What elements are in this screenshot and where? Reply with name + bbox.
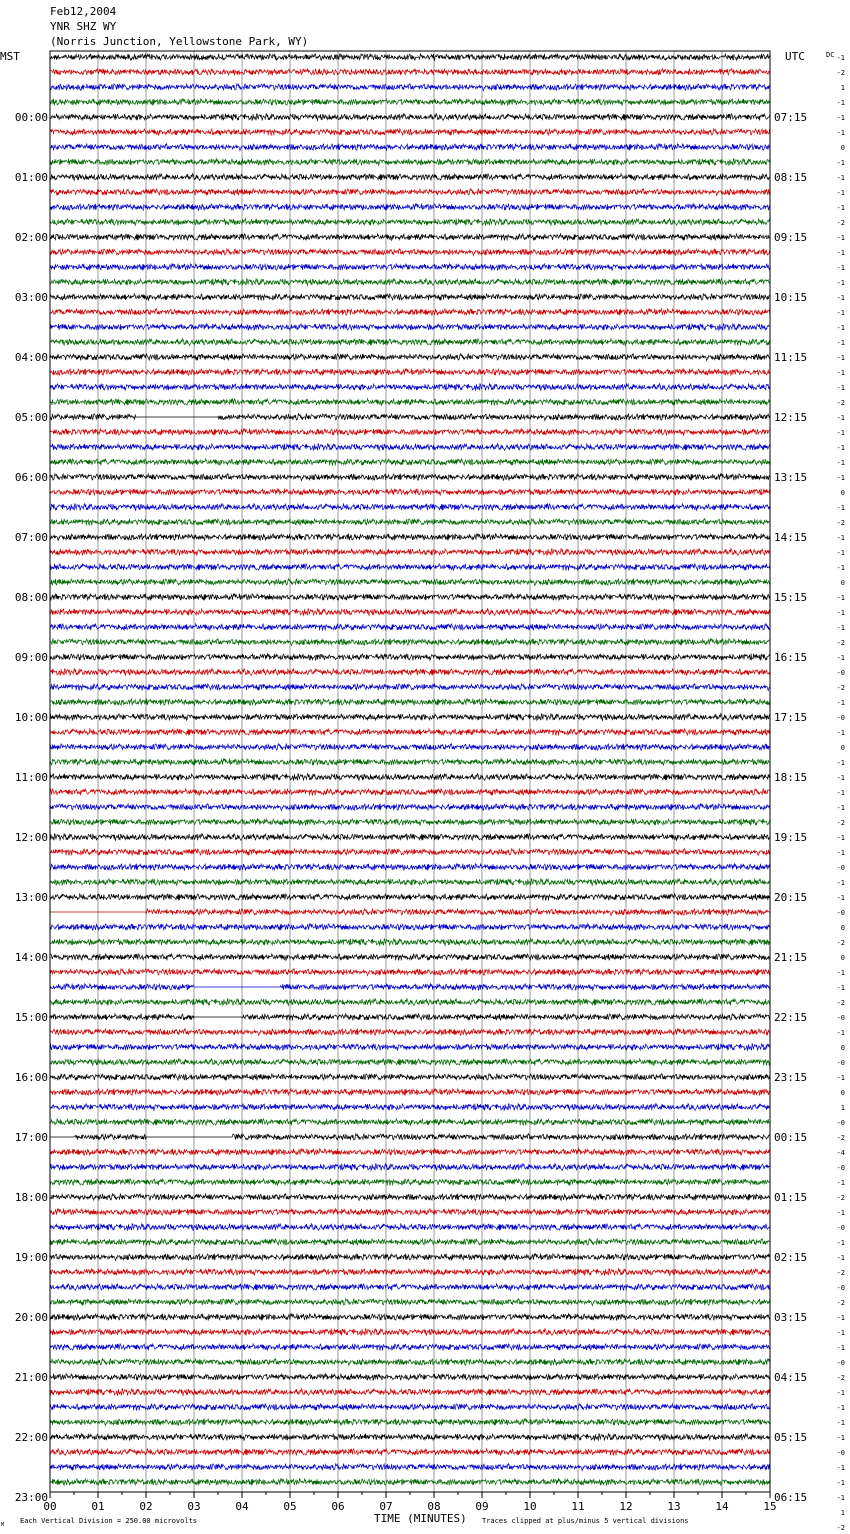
trace-line — [50, 1329, 770, 1336]
trace-line — [50, 1164, 770, 1171]
trace-line — [50, 1209, 770, 1216]
dc-offset-label: -2 — [836, 819, 845, 827]
trace-line — [50, 804, 770, 811]
dc-offset-label: -1 — [836, 159, 845, 167]
trace-line — [50, 1119, 770, 1126]
dc-offset-label: -1 — [836, 729, 845, 737]
utc-hour-label: 15:15 — [774, 591, 808, 604]
dc-offset-label: -1 — [836, 1404, 845, 1412]
dc-label: DC — [826, 51, 835, 59]
x-tick-label: 09 — [475, 1500, 489, 1513]
dc-offset-label: -1 — [836, 1434, 845, 1442]
dc-offset-label: -1 — [836, 549, 845, 557]
dc-offset-label: -2 — [836, 1299, 845, 1307]
x-tick-label: 01 — [91, 1500, 105, 1513]
trace-line — [50, 1194, 770, 1201]
utc-hour-label: 00:15 — [774, 1131, 808, 1144]
trace-line — [50, 1014, 770, 1021]
dc-offset-labels — [837, 54, 845, 1534]
dc-offset-label: 1 — [840, 1509, 845, 1517]
utc-hour-label: 06:15 — [774, 1491, 808, 1504]
dc-offset-label: -1 — [836, 594, 845, 602]
dc-offset-label: -2 — [836, 1194, 845, 1202]
dc-offset-label: -1 — [836, 1479, 845, 1487]
utc-hour-label: 07:15 — [774, 111, 808, 124]
trace-line — [50, 1149, 770, 1156]
x-tick-label: 03 — [187, 1500, 201, 1513]
dc-offset-label: -1 — [836, 189, 845, 197]
dc-offset-label: -1 — [836, 1344, 845, 1352]
trace-line — [50, 504, 770, 511]
trace-line — [50, 444, 770, 451]
mst-hour-label: 22:00 — [14, 1431, 48, 1444]
trace-line — [50, 144, 770, 151]
dc-offset-label: -1 — [836, 699, 845, 707]
dc-offset-label: -1 — [836, 309, 845, 317]
dc-offset-label: -0 — [836, 1119, 845, 1127]
dc-offset-label: 0 — [840, 144, 845, 152]
dc-offset-label: 0 — [840, 954, 845, 962]
dc-offset-label: -1 — [836, 804, 845, 812]
trace-line — [50, 1374, 770, 1381]
utc-hour-label: 13:15 — [774, 471, 808, 484]
dc-offset-label: -1 — [836, 1329, 845, 1337]
mst-hour-label: 09:00 — [14, 651, 48, 664]
dc-offset-label: -2 — [836, 939, 845, 947]
dc-offset-label: 0 — [840, 489, 845, 497]
trace-line — [50, 1404, 770, 1411]
plot-frame — [50, 51, 770, 1492]
trace-line — [50, 939, 770, 946]
trace-line — [50, 1104, 770, 1111]
x-tick-label: 11 — [571, 1500, 585, 1513]
trace-line — [50, 1284, 770, 1291]
trace-line — [50, 69, 770, 76]
utc-hour-label: 03:15 — [774, 1311, 808, 1324]
dc-offset-label: -1 — [836, 834, 845, 842]
trace-line — [50, 219, 770, 226]
trace-line — [50, 309, 770, 316]
dc-offset-label: -1 — [836, 234, 845, 242]
trace-line — [50, 1359, 770, 1366]
x-tick-label: 02 — [139, 1500, 153, 1513]
clip-note: Traces clipped at plus/minus 5 vertical divisions — [482, 1517, 689, 1525]
trace-line — [50, 249, 770, 256]
mst-hour-label: 18:00 — [14, 1191, 48, 1204]
mst-hour-label: 01:00 — [14, 171, 48, 184]
x-tick-label: 05 — [283, 1500, 297, 1513]
station-label: YNR SHZ WY — [50, 20, 117, 33]
trace-line — [50, 1434, 770, 1441]
x-tick-label: 06 — [331, 1500, 345, 1513]
utc-hour-label: 18:15 — [774, 771, 808, 784]
dc-offset-label: -1 — [836, 414, 845, 422]
dc-offset-label: -1 — [836, 1029, 845, 1037]
dc-offset-label: -1 — [836, 1419, 845, 1427]
trace-line — [50, 1239, 770, 1246]
scale-note: Each Vertical Division = 250.00 microvolts — [20, 1517, 198, 1525]
dc-offset-label: -2 — [836, 519, 845, 527]
dc-offset-label: -1 — [836, 1494, 845, 1502]
dc-offset-label: -1 — [836, 984, 845, 992]
x-tick-label: 04 — [235, 1500, 249, 1513]
trace-line — [50, 1269, 770, 1276]
mst-label: MST — [0, 50, 20, 63]
dc-offset-label: -0 — [836, 1164, 845, 1172]
dc-offset-label: -1 — [836, 369, 845, 377]
trace-line — [50, 1299, 770, 1306]
mst-hour-label: 04:00 — [14, 351, 48, 364]
dc-offset-label: -0 — [836, 1224, 845, 1232]
corner-mark: M — [1, 1522, 5, 1528]
seismic-traces — [50, 54, 770, 1486]
dc-offset-label: -1 — [836, 654, 845, 662]
trace-line — [50, 564, 770, 571]
dc-offset-label: -1 — [836, 459, 845, 467]
trace-line — [50, 684, 770, 691]
dc-offset-label: -1 — [836, 474, 845, 482]
dc-offset-label: -1 — [836, 99, 845, 107]
utc-hour-label: 14:15 — [774, 531, 808, 544]
dc-offset-label: -1 — [836, 324, 845, 332]
trace-line — [50, 654, 770, 661]
dc-offset-label: -1 — [836, 609, 845, 617]
dc-offset-label: -1 — [836, 1239, 845, 1247]
trace-line — [50, 1464, 770, 1471]
dc-offset-label: -1 — [836, 1389, 845, 1397]
trace-line — [50, 99, 770, 106]
trace-line — [50, 819, 770, 826]
utc-hour-label: 11:15 — [774, 351, 808, 364]
trace-line — [50, 954, 770, 961]
dc-offset-label: -2 — [836, 1524, 845, 1532]
dc-offset-label: -1 — [836, 249, 845, 257]
mst-hour-label: 11:00 — [14, 771, 48, 784]
trace-line — [50, 1419, 770, 1426]
trace-line — [50, 279, 770, 286]
utc-hour-label: 08:15 — [774, 171, 808, 184]
trace-line — [50, 834, 770, 841]
trace-line — [50, 459, 770, 466]
trace-line — [50, 1224, 770, 1231]
trace-line — [50, 744, 770, 751]
utc-hour-label: 21:15 — [774, 951, 808, 964]
mst-hour-label: 05:00 — [14, 411, 48, 424]
location-label: (Norris Junction, Yellowstone Park, WY) — [50, 35, 309, 48]
trace-line — [50, 774, 770, 781]
trace-line — [50, 1089, 770, 1096]
trace-line — [50, 549, 770, 556]
dc-offset-label: -0 — [836, 1014, 845, 1022]
dc-offset-label: -1 — [836, 624, 845, 632]
dc-offset-label: 0 — [840, 1089, 845, 1097]
trace-line — [50, 849, 770, 856]
dc-offset-label: -1 — [836, 894, 845, 902]
mst-hour-label: 00:00 — [14, 111, 48, 124]
trace-line — [50, 969, 770, 976]
mst-hour-label: 23:00 — [14, 1491, 48, 1504]
mst-hour-label: 15:00 — [14, 1011, 48, 1024]
dc-offset-label: -1 — [836, 264, 845, 272]
trace-line — [50, 639, 770, 646]
dc-offset-label: -1 — [836, 384, 845, 392]
trace-line — [50, 1179, 770, 1186]
dc-offset-label: -2 — [836, 69, 845, 77]
mst-hour-label: 03:00 — [14, 291, 48, 304]
utc-hour-label: 05:15 — [774, 1431, 808, 1444]
dc-offset-label: 1 — [840, 1104, 845, 1112]
trace-line — [50, 534, 770, 541]
dc-offset-label: -1 — [836, 129, 845, 137]
trace-line — [50, 429, 770, 436]
x-tick-label: 14 — [715, 1500, 729, 1513]
trace-line — [50, 879, 770, 886]
mst-hour-label: 19:00 — [14, 1251, 48, 1264]
mst-hour-label: 21:00 — [14, 1371, 48, 1384]
dc-offset-label: -1 — [836, 879, 845, 887]
trace-line — [50, 1344, 770, 1351]
utc-hour-label: 02:15 — [774, 1251, 808, 1264]
dc-offset-label: -1 — [836, 279, 845, 287]
utc-hour-label: 12:15 — [774, 411, 808, 424]
trace-line — [50, 984, 770, 991]
dc-offset-label: 0 — [840, 1044, 845, 1052]
utc-hour-label: 09:15 — [774, 231, 808, 244]
trace-line — [50, 1044, 770, 1051]
trace-line — [50, 714, 770, 721]
utc-hour-label: 04:15 — [774, 1371, 808, 1384]
dc-offset-label: -2 — [836, 219, 845, 227]
mst-hour-label: 13:00 — [14, 891, 48, 904]
dc-offset-label: -1 — [836, 564, 845, 572]
trace-line — [50, 789, 770, 796]
trace-line — [50, 594, 770, 601]
x-tick-label: 15 — [763, 1500, 777, 1513]
trace-line — [50, 729, 770, 736]
trace-line — [50, 909, 770, 916]
trace-line — [50, 864, 770, 871]
dc-offset-label: -2 — [836, 684, 845, 692]
mst-hour-label: 10:00 — [14, 711, 48, 724]
dc-offset-label: -1 — [836, 1314, 845, 1322]
dc-offset-label: -1 — [836, 1254, 845, 1262]
trace-line — [50, 1134, 770, 1141]
trace-line — [50, 699, 770, 706]
dc-offset-label: -1 — [836, 114, 845, 122]
utc-hour-label: 17:15 — [774, 711, 808, 724]
trace-line — [50, 354, 770, 361]
trace-line — [50, 1074, 770, 1081]
trace-line — [50, 114, 770, 121]
trace-line — [50, 399, 770, 406]
mst-hour-label: 07:00 — [14, 531, 48, 544]
utc-hour-label: 16:15 — [774, 651, 808, 664]
dc-offset-label: 0 — [840, 744, 845, 752]
trace-line — [50, 159, 770, 166]
trace-line — [50, 294, 770, 301]
dc-offset-label: -0 — [836, 1284, 845, 1292]
trace-line — [50, 324, 770, 331]
trace-line — [50, 1479, 770, 1486]
trace-line — [50, 999, 770, 1006]
trace-line — [50, 924, 770, 931]
dc-offset-label: -2 — [836, 639, 845, 647]
trace-line — [50, 54, 770, 61]
dc-offset-label: -1 — [836, 339, 845, 347]
dc-offset-label: -1 — [836, 294, 845, 302]
dc-offset-label: -1 — [836, 174, 845, 182]
dc-offset-label: -0 — [836, 1359, 845, 1367]
mst-hour-label: 06:00 — [14, 471, 48, 484]
dc-offset-label: -0 — [836, 1059, 845, 1067]
mst-hour-label: 16:00 — [14, 1071, 48, 1084]
utc-hour-label: 10:15 — [774, 291, 808, 304]
mst-hour-label: 20:00 — [14, 1311, 48, 1324]
dc-offset-label: -1 — [836, 534, 845, 542]
utc-hour-label: 23:15 — [774, 1071, 808, 1084]
dc-offset-label: -2 — [836, 1269, 845, 1277]
dc-offset-label: -1 — [836, 1179, 845, 1187]
dc-offset-label: 0 — [840, 579, 845, 587]
dc-offset-label: -1 — [836, 789, 845, 797]
trace-line — [50, 264, 770, 271]
dc-offset-label: -1 — [836, 774, 845, 782]
mst-hour-label: 12:00 — [14, 831, 48, 844]
utc-label: UTC — [785, 50, 805, 63]
mst-hour-label: 17:00 — [14, 1131, 48, 1144]
trace-line — [50, 759, 770, 766]
dc-offset-label: -1 — [836, 849, 845, 857]
x-tick-label: 07 — [379, 1500, 393, 1513]
trace-line — [50, 474, 770, 481]
dc-offset-label: -1 — [836, 1464, 845, 1472]
dc-offset-label: -4 — [836, 1149, 845, 1157]
dc-offset-label: -1 — [836, 54, 845, 62]
trace-line — [50, 204, 770, 211]
dc-offset-label: -1 — [836, 354, 845, 362]
trace-line — [50, 189, 770, 196]
mst-hour-labels — [15, 111, 48, 1504]
x-axis-title: TIME (MINUTES) — [374, 1512, 467, 1525]
dc-offset-label: -1 — [836, 204, 845, 212]
trace-line — [50, 384, 770, 391]
trace-line — [50, 129, 770, 136]
x-tick-label: 13 — [667, 1500, 681, 1513]
trace-line — [50, 414, 770, 421]
x-tick-label: 12 — [619, 1500, 633, 1513]
mst-hour-label: 02:00 — [14, 231, 48, 244]
trace-line — [50, 1059, 770, 1066]
date-label: Feb12,2004 — [50, 5, 117, 18]
trace-line — [50, 84, 770, 91]
dc-offset-label: -0 — [836, 1449, 845, 1457]
trace-line — [50, 669, 770, 676]
trace-line — [50, 489, 770, 496]
dc-offset-label: -2 — [836, 1374, 845, 1382]
dc-offset-label: 0 — [840, 924, 845, 932]
trace-line — [50, 234, 770, 241]
trace-line — [50, 1449, 770, 1456]
dc-offset-label: -0 — [836, 909, 845, 917]
trace-line — [50, 339, 770, 346]
dc-offset-label: -1 — [836, 444, 845, 452]
dc-offset-label: -1 — [836, 759, 845, 767]
mst-hour-label: 14:00 — [14, 951, 48, 964]
dc-offset-label: -2 — [836, 399, 845, 407]
trace-line — [50, 174, 770, 181]
trace-line — [50, 894, 770, 901]
x-axis — [43, 1492, 776, 1513]
trace-line — [50, 519, 770, 526]
dc-offset-label: -1 — [836, 1074, 845, 1082]
x-tick-label: 10 — [523, 1500, 537, 1513]
utc-hour-label: 20:15 — [774, 891, 808, 904]
utc-hour-labels — [774, 111, 807, 1504]
dc-offset-label: -1 — [836, 1209, 845, 1217]
dc-offset-label: -0 — [836, 864, 845, 872]
dc-offset-label: -1 — [836, 969, 845, 977]
dc-offset-label: -1 — [836, 504, 845, 512]
dc-offset-label: -0 — [836, 714, 845, 722]
trace-line — [50, 1254, 770, 1261]
utc-hour-label: 19:15 — [774, 831, 808, 844]
dc-offset-label: -2 — [836, 999, 845, 1007]
dc-offset-label: -0 — [836, 669, 845, 677]
utc-hour-label: 22:15 — [774, 1011, 808, 1024]
dc-offset-label: -2 — [836, 1134, 845, 1142]
trace-line — [50, 609, 770, 616]
x-tick-label: 00 — [43, 1500, 57, 1513]
utc-hour-label: 01:15 — [774, 1191, 808, 1204]
trace-line — [50, 1389, 770, 1396]
mst-hour-label: 08:00 — [14, 591, 48, 604]
x-tick-label: 08 — [427, 1500, 441, 1513]
trace-line — [50, 624, 770, 631]
trace-line — [50, 1314, 770, 1321]
trace-line — [50, 1029, 770, 1036]
trace-line — [50, 579, 770, 586]
trace-line — [50, 369, 770, 376]
dc-offset-label: -1 — [836, 429, 845, 437]
dc-offset-label: 1 — [840, 84, 845, 92]
